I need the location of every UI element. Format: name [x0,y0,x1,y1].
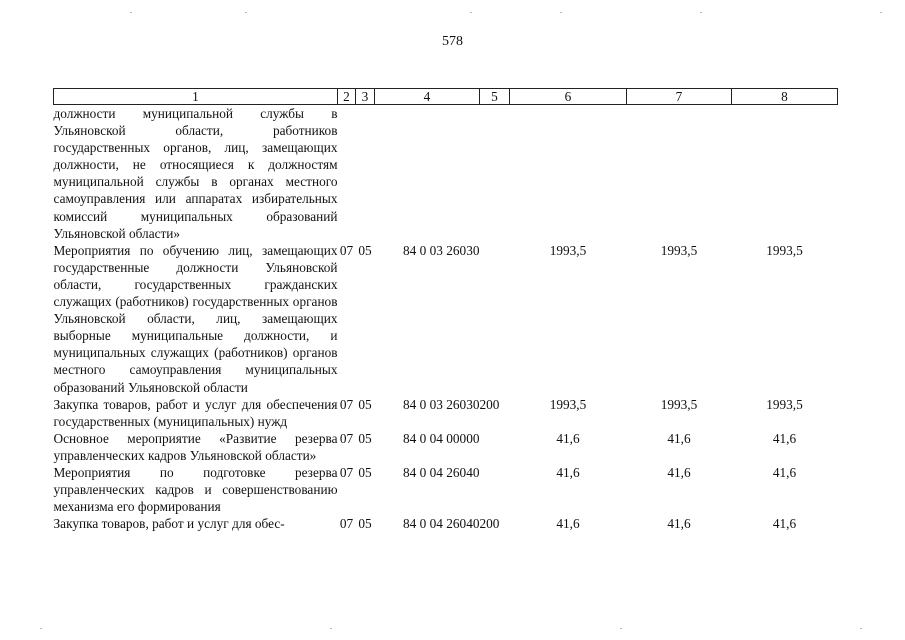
row-section: 07 [339,396,354,412]
row-value-col8: 41,6 [772,430,797,446]
row-description: Закупка товаров, работ и услуг для обеспечения государственных (муниципальных) нужд [53,396,338,429]
row-section: 07 [339,430,354,446]
row-value-col6: 41,6 [556,464,580,480]
row-description: Закупка товаров, работ и услуг для обес- [53,516,285,532]
row-subsection: 05 [358,242,372,258]
row-section: 07 [339,516,354,532]
table-row [54,464,838,515]
row-subsection: 05 [358,396,372,412]
row-target-article: 84 0 03 26030 [403,396,480,412]
table-row [54,396,838,430]
row-description: Мероприятия по обучению лиц, замещающих государственные должности Ульяновской области, государственных гражданских служащих (работников) государственных органов Ульяновской области, лиц, замещающих выборные муниципальные должности, и муниципальных служащих (работников) органов местного самоуправления муниципальных образований Ульяновской области [53,242,338,395]
column-header-5: 5 [480,89,510,105]
row-expense-type: 200 [479,516,500,532]
row-section: 07 [339,464,354,480]
row-value-col7: 1993,5 [660,396,698,412]
row-expense-type [480,464,510,515]
row-expense-type: 200 [479,396,500,412]
row-value-col7: 1993,5 [660,242,698,258]
budget-table [53,88,838,532]
scan-speck [470,12,472,13]
row-expense-type [480,105,510,242]
row-value-col7: 41,6 [667,516,691,532]
row-value-col7: 41,6 [667,464,691,480]
row-expense-type [480,430,510,464]
row-target-article: 84 0 04 26040 [403,516,480,532]
column-header-1: 1 [54,89,338,105]
scan-speck [700,12,702,13]
column-header-4: 4 [375,89,480,105]
row-value-col6: 41,6 [556,430,580,446]
row-expense-type [480,242,510,396]
table-header-row [54,89,838,105]
row-value-col8: 41,6 [772,516,797,532]
row-subsection: 05 [358,464,372,480]
table-row [54,105,838,242]
row-target-article: 84 0 04 26040 [403,464,480,480]
row-subsection [356,105,375,242]
row-subsection: 05 [358,516,372,532]
scan-speck [330,628,332,629]
column-header-3: 3 [356,89,375,105]
row-section [338,105,356,242]
row-description: Мероприятия по подготовке резерва управленческих кадров и совершенствованию механизма его формирования [53,464,338,515]
row-value-col8: 41,6 [772,464,797,480]
row-description: Основное мероприятие «Развитие резерва управленческих кадров Ульяновской области» [53,430,338,463]
scan-speck [245,12,247,13]
row-value-col6: 41,6 [556,516,580,532]
column-header-6: 6 [510,89,627,105]
row-value-col6: 1993,5 [549,396,587,412]
scan-speck [130,12,132,13]
column-header-2: 2 [338,89,356,105]
row-target-article [375,105,480,242]
row-value-col7: 41,6 [667,430,691,446]
table-row [54,242,838,396]
column-header-7: 7 [627,89,732,105]
page-number: 578 [442,34,463,49]
scan-speck [620,628,622,629]
scan-speck [40,628,42,629]
row-description: должности муниципальной службы в Ульяновской области, работников государственных органов, лиц, замещающих должности, не относящиеся к должностям муниципальной службы в органах местного самоуправления или аппаратах избирательных комиссий муниципальных образований Ульяновской области» [53,106,338,241]
row-value-col8: 1993,5 [766,242,803,258]
scan-speck [560,12,562,13]
scan-speck [860,628,862,629]
table-row [54,515,838,532]
row-target-article: 84 0 04 00000 [403,430,480,446]
row-value-col7 [627,105,732,242]
row-target-article: 84 0 03 26030 [403,242,480,258]
row-value-col8: 1993,5 [766,396,803,412]
table-row [54,430,838,464]
row-value-col6 [510,105,627,242]
row-subsection: 05 [358,430,372,446]
row-section: 07 [339,242,354,258]
row-value-col6: 1993,5 [549,242,587,258]
column-header-8: 8 [732,89,838,105]
row-value-col8 [732,105,838,242]
scan-speck [880,12,882,13]
